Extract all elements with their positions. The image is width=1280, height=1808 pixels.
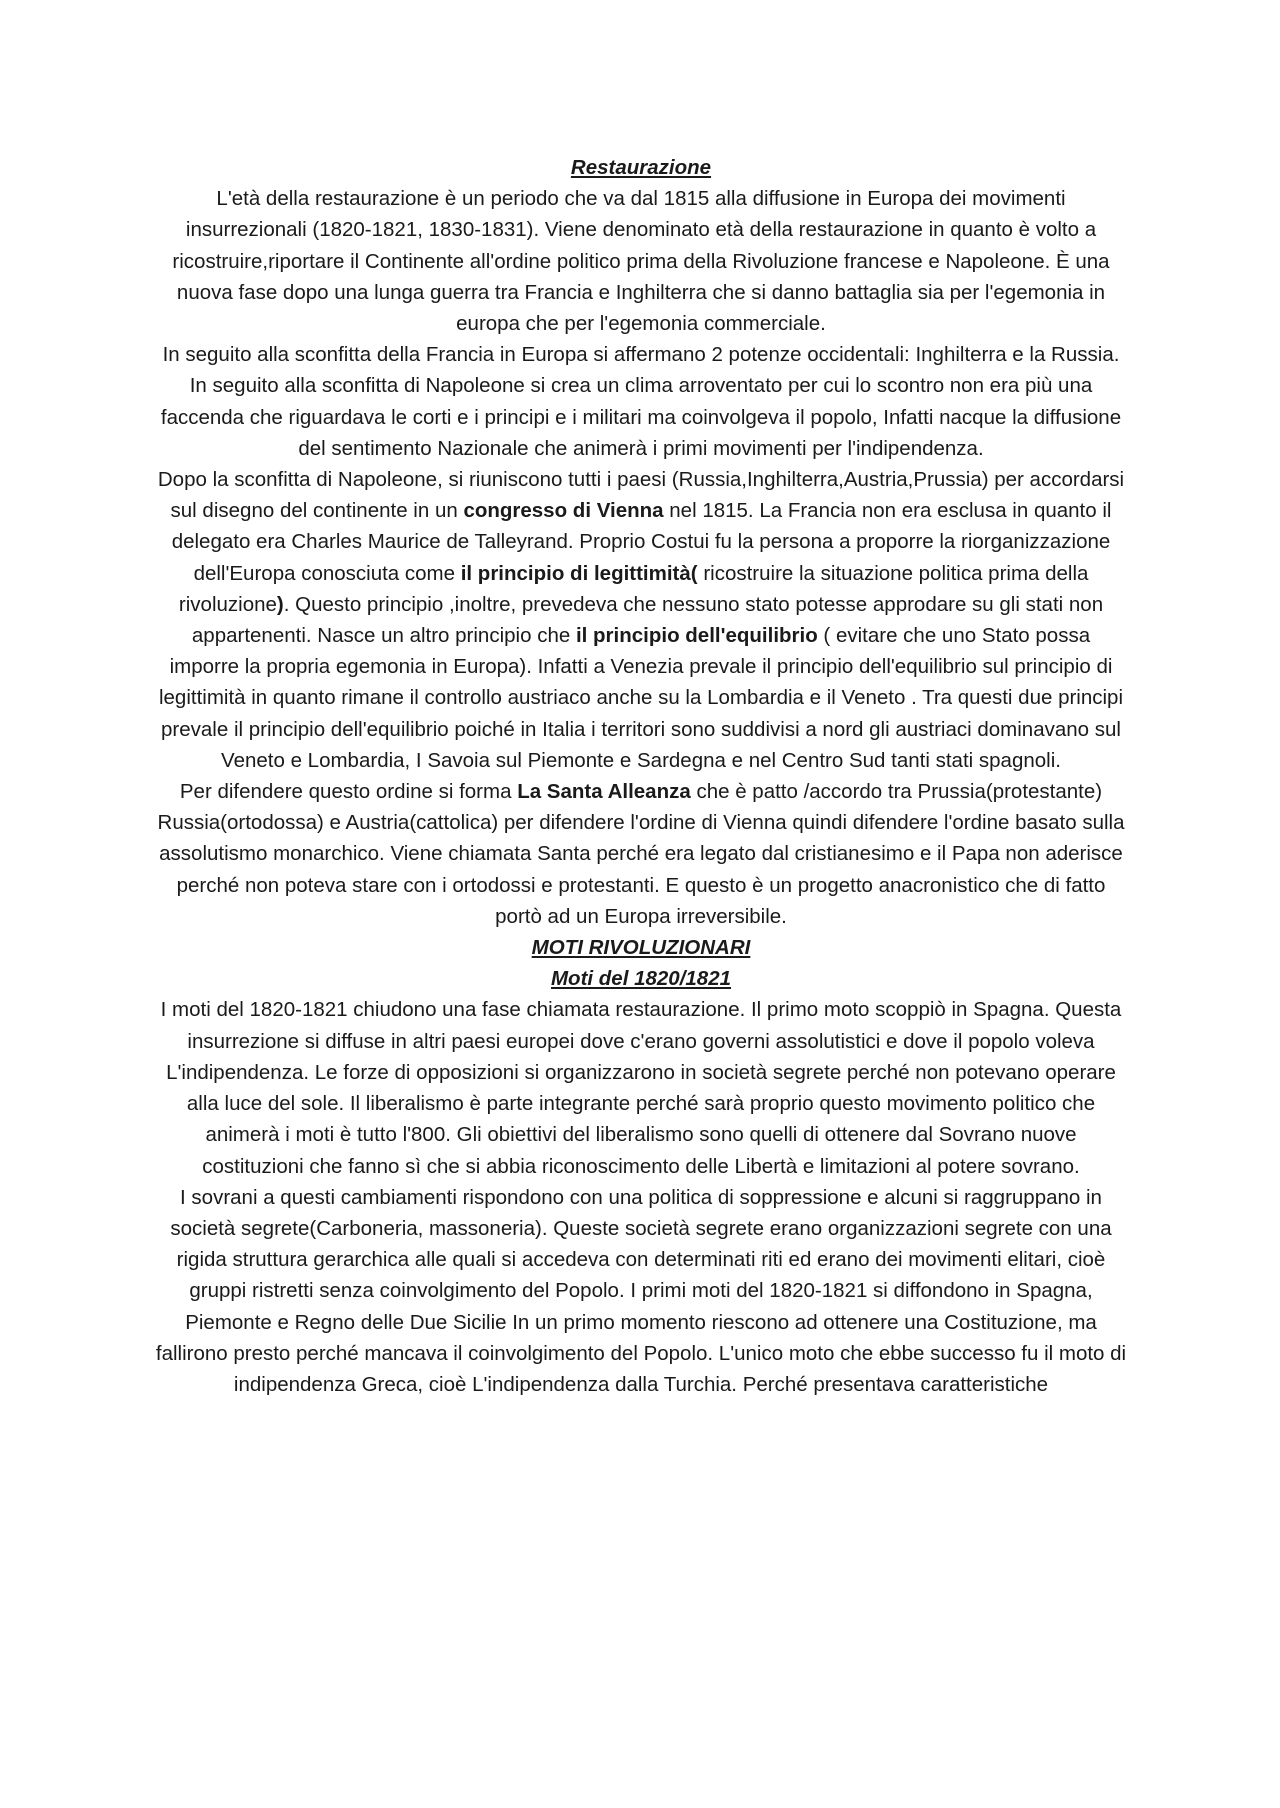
heading-moti-rivoluzionari: MOTI RIVOLUZIONARI: [531, 936, 751, 960]
text-span: ricostruire la situazione politica prima della rivoluzione: [178, 561, 1089, 616]
paragraph-moti-1820: I moti del 1820-1821 chiudono una fase chiamata restaurazione. Il primo moto scoppiò in Spagna. Questa insurrezione si diffuse in altri paesi europei dove c'erano governi assolutistici e dove il popolo voleva L'indipendenza. Le forze di opposizioni si organizzarono in società segrete perché non potevano operare alla luce del sole. Il liberalismo è parte integrante perché sarà proprio questo movimento politico che animerà i moti è tutto l'800. Gli obiettivi del liberalismo sono quelli di ottenere dal Sovrano nuove costituzioni che fanno sì che si abbia riconoscimento delle Libertà e limitazioni al potere sovrano.: [160, 998, 1122, 1178]
bold-principio-equilibrio: il principio dell'equilibrio: [575, 624, 818, 648]
paragraph-santa-alleanza: [155, 776, 1127, 932]
paragraph-potenze-occidentali: In seguito alla sconfitta della Francia in Europa si affermano 2 potenze occidentali: Inghilterra e la Russia.: [162, 343, 1120, 367]
bold-congresso-di-vienna: congresso di Vienna: [463, 499, 664, 523]
document-page: [155, 152, 1127, 1400]
paragraph-sentimento-nazionale: In seguito alla sconfitta di Napoleone si crea un clima arroventato per cui lo scontro non era più una faccenda che riguardava le corti e i principi e i militari ma coinvolgeva il popolo, Infatti nacque la diffusione del sentimento Nazionale che animerà i primi movimenti per l'indipendenza.: [160, 374, 1122, 460]
bold-principio-legittimita: il principio di legittimità(: [460, 561, 698, 585]
text-span: nel 1815. La Francia non era esclusa in quanto il delegato era Charles Maurice de Talleyrand. Proprio Costui fu la persona a proporre la riorganizzazione dell'Europa conosciuta come: [171, 499, 1112, 585]
heading-moti-1820-1821: Moti del 1820/1821: [550, 967, 732, 991]
text-span: Dopo la sconfitta di Napoleone, si riuniscono tutti i paesi (Russia,Inghilterra,Austria,Prussia) per accordarsi sul disegno del continente in un: [157, 468, 1125, 523]
title-restaurazione: Restaurazione: [570, 156, 712, 179]
bold-paren: ): [276, 592, 284, 616]
paragraph-eta-restaurazione: L'età della restaurazione è un periodo che va dal 1815 alla diffusione in Europa dei movimenti insurrezionali (1820-1821, 1830-1831). Viene denominato età della restaurazione in quanto è volto a ricostruire,riportare il Continente all'ordine politico prima della Rivoluzione francese e Napoleone. È una nuova fase dopo una lunga guerra tra Francia e Inghilterra che si danno battaglia sia per l'egemonia in europa che per l'egemonia commerciale.: [172, 187, 1110, 336]
text-span: che è patto /accordo tra Prussia(protestante) Russia(ortodossa) e Austria(cattolica) per difendere l'ordine di Vienna quindi difendere l'ordine basato sulla assolutismo monarchico. Viene chiamata Santa perché era legato dal cristianesimo e il Papa non aderisce perché non poteva stare con i ortodossi e protestanti. E questo è un progetto anacronistico che di fatto portò ad un Europa irreversibile.: [157, 780, 1125, 928]
paragraph-societa-segrete: I sovrani a questi cambiamenti rispondono con una politica di soppressione e alcuni si raggruppano in società segrete(Carboneria, massoneria). Queste società segrete erano organizzazioni segrete con una rigida struttura gerarchica alle quali si accedeva con determinati riti ed erano dei movimenti elitari, cioè gruppi ristretti senza coinvolgimento del Popolo. I primi moti del 1820-1821 si diffondono in Spagna, Piemonte e Regno delle Due Sicilie In un primo momento riescono ad ottenere una Costituzione, ma fallirono presto perché mancava il coinvolgimento del Popolo. L'unico moto che ebbe successo fu il moto di indipendenza Greca, cioè L'indipendenza dalla Turchia. Perché presentava caratteristiche: [155, 1185, 1127, 1396]
paragraph-congresso-vienna: [155, 464, 1127, 776]
text-span: ( evitare che uno Stato possa imporre la propria egemonia in Europa). Infatti a Venezia prevale il principio dell'equilibrio sul principio di legittimità in quanto rimane il controllo austriaco anche su la Lombardia e il Veneto . Tra questi due principi prevale il principio dell'equilibrio poiché in Italia i territori sono suddivisi a nord gli austriaci dominavano sul Veneto e Lombardia, I Savoia sul Piemonte e Sardegna e nel Centro Sud tanti stati spagnoli.: [158, 624, 1124, 772]
text-span: . Questo principio ,inoltre, prevedeva che nessuno stato potesse approdare su gli stati non appartenenti. Nasce un altro principio che: [191, 592, 1104, 648]
bold-santa-alleanza: La Santa Alleanza: [517, 780, 691, 804]
text-span: Per difendere questo ordine si forma: [179, 780, 518, 804]
